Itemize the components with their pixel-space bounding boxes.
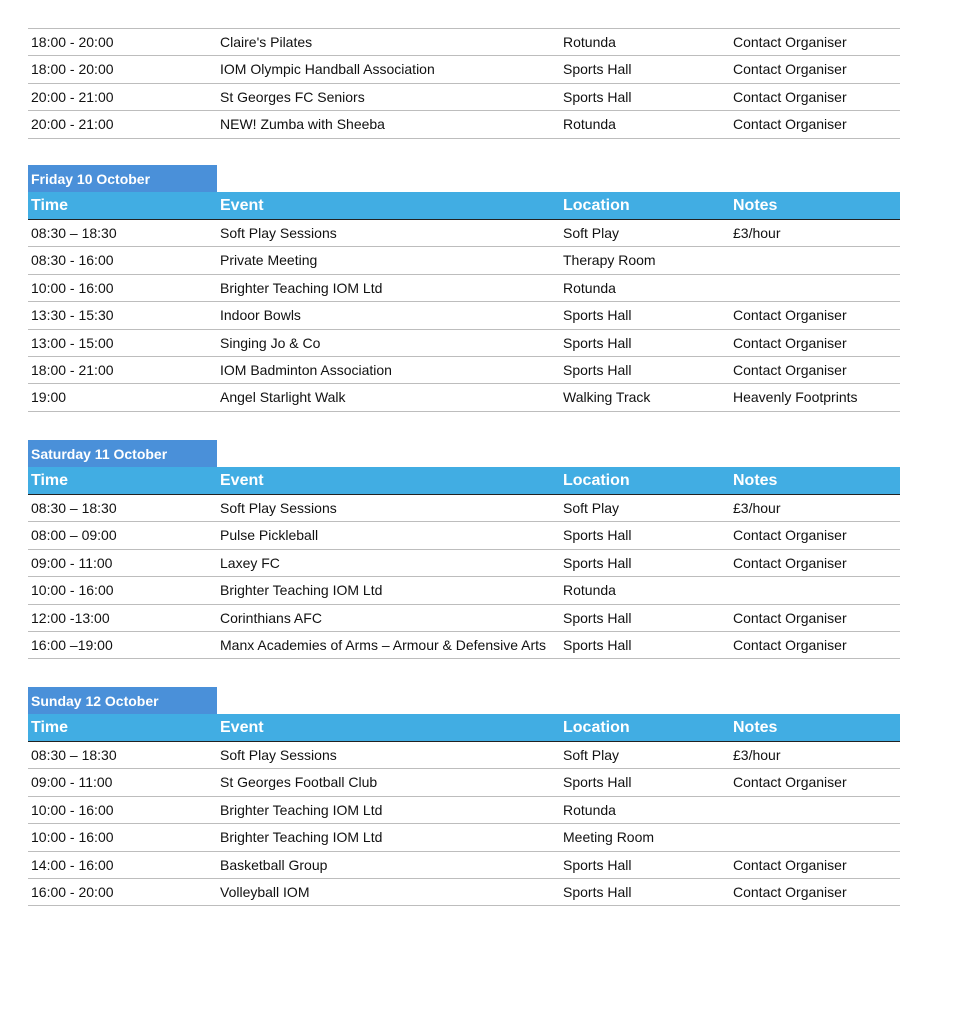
time-cell: 12:00 -13:00	[31, 609, 110, 626]
location-cell: Soft Play	[563, 500, 620, 516]
time-cell: 20:00 - 21:00	[31, 116, 114, 133]
notes-header: Notes	[733, 719, 778, 736]
location-cell: Soft Play	[563, 225, 620, 241]
notes-cell: Contact Organiser	[733, 307, 847, 324]
location-cell: Rotunda	[563, 34, 616, 50]
notes-cell: Contact Organiser	[733, 554, 847, 571]
notes-cell: Contact Organiser	[733, 774, 847, 791]
notes-cell: £3/hour	[733, 500, 781, 516]
time-cell: 18:00 - 20:00	[31, 61, 114, 78]
notes-cell: Contact Organiser	[733, 61, 847, 78]
event-cell: Volleyball IOM	[220, 883, 310, 900]
time-cell: 20:00 - 21:00	[31, 88, 114, 105]
notes-cell	[730, 824, 900, 850]
notes-cell: Contact Organiser	[733, 856, 847, 873]
event-cell: Angel Starlight Walk	[220, 389, 346, 406]
event-cell: Brighter Teaching IOM Ltd	[220, 829, 383, 846]
table-row	[28, 84, 900, 111]
location-cell: Sports Hall	[563, 527, 632, 544]
location-cell: Sports Hall	[563, 61, 632, 78]
table-row	[28, 577, 900, 604]
table-row	[28, 220, 900, 247]
table-row	[28, 357, 900, 384]
table-row	[28, 111, 900, 138]
notes-cell: Contact Organiser	[733, 883, 847, 900]
time-cell: 08:30 – 18:30	[31, 500, 117, 516]
location-cell: Sports Hall	[563, 609, 632, 626]
notes-cell: £3/hour	[733, 225, 781, 241]
location-cell: Sports Hall	[563, 88, 632, 105]
time-cell: 08:30 – 18:30	[31, 747, 117, 763]
notes-cell: Contact Organiser	[733, 88, 847, 105]
event-cell: IOM Badminton Association	[220, 361, 392, 378]
location-cell: Rotunda	[563, 582, 616, 599]
table-row	[28, 275, 900, 302]
event-cell: St Georges Football Club	[220, 774, 378, 791]
day-label: Saturday 11 October	[28, 440, 217, 467]
notes-cell: Contact Organiser	[733, 361, 847, 378]
notes-cell: Contact Organiser	[733, 116, 847, 133]
event-cell: Soft Play Sessions	[220, 500, 337, 516]
location-cell: Walking Track	[563, 389, 651, 406]
event-cell: Brighter Teaching IOM Ltd	[220, 279, 383, 296]
notes-cell: Contact Organiser	[733, 334, 847, 351]
table-row	[28, 522, 900, 549]
table-row	[28, 29, 900, 56]
notes-cell	[730, 247, 900, 273]
notes-cell: Contact Organiser	[733, 34, 847, 50]
event-cell: Soft Play Sessions	[220, 225, 337, 241]
location-cell: Soft Play	[563, 747, 620, 763]
table-row	[28, 495, 900, 522]
location-header: Location	[563, 197, 630, 214]
location-cell: Sports Hall	[563, 636, 632, 653]
table-row	[28, 56, 900, 83]
event-cell: Soft Play Sessions	[220, 747, 337, 763]
event-cell: Indoor Bowls	[220, 307, 301, 324]
location-cell: Sports Hall	[563, 774, 632, 791]
event-cell: Corinthians AFC	[220, 609, 322, 626]
time-cell: 08:30 – 18:30	[31, 225, 117, 241]
table-row	[28, 302, 900, 329]
location-cell: Sports Hall	[563, 554, 632, 571]
event-cell: Laxey FC	[220, 554, 280, 571]
table-header	[28, 467, 900, 495]
table-row	[28, 384, 900, 411]
location-cell: Sports Hall	[563, 334, 632, 351]
day-schedule-sunday	[28, 687, 900, 906]
table-row	[28, 742, 900, 769]
time-cell: 18:00 - 20:00	[31, 34, 114, 50]
notes-cell: £3/hour	[733, 747, 781, 763]
event-cell: Basketball Group	[220, 856, 328, 873]
table-row	[28, 879, 900, 906]
event-cell: Brighter Teaching IOM Ltd	[220, 582, 383, 599]
event-cell: Manx Academies of Arms – Armour & Defensive Arts	[220, 636, 547, 653]
time-header: Time	[31, 719, 69, 736]
notes-cell	[730, 577, 900, 603]
location-cell: Sports Hall	[563, 307, 632, 324]
time-cell: 10:00 - 16:00	[31, 801, 114, 818]
location-cell: Rotunda	[563, 801, 616, 818]
time-cell: 08:00 – 09:00	[31, 527, 117, 544]
location-cell: Sports Hall	[563, 361, 632, 378]
time-cell: 09:00 - 11:00	[31, 554, 113, 571]
location-cell: Sports Hall	[563, 856, 632, 873]
event-cell: Pulse Pickleball	[220, 527, 319, 544]
time-cell: 10:00 - 16:00	[31, 582, 114, 599]
table-row	[28, 769, 900, 796]
time-cell: 16:00 - 20:00	[31, 883, 114, 900]
time-header: Time	[31, 197, 69, 214]
table-row	[28, 605, 900, 632]
table-header	[28, 192, 900, 220]
time-cell: 18:00 - 21:00	[31, 361, 114, 378]
notes-cell: Contact Organiser	[733, 636, 847, 653]
notes-cell: Contact Organiser	[733, 609, 847, 626]
table-row	[28, 632, 900, 659]
location-cell: Sports Hall	[563, 883, 632, 900]
time-cell: 09:00 - 11:00	[31, 774, 113, 791]
event-cell: IOM Olympic Handball Association	[220, 61, 435, 78]
time-cell: 14:00 - 16:00	[31, 856, 114, 873]
notes-cell: Heavenly Footprints	[733, 389, 858, 406]
time-cell: 10:00 - 16:00	[31, 279, 114, 296]
location-cell: Rotunda	[563, 279, 616, 296]
time-cell: 19:00	[31, 389, 67, 406]
time-header: Time	[31, 472, 69, 489]
location-header: Location	[563, 472, 630, 489]
location-header: Location	[563, 719, 630, 736]
notes-header: Notes	[733, 472, 778, 489]
day-schedule-saturday	[28, 440, 900, 659]
notes-cell	[730, 275, 900, 301]
time-cell: 10:00 - 16:00	[31, 829, 114, 846]
table-row	[28, 852, 900, 879]
event-cell: NEW! Zumba with Sheeba	[220, 116, 385, 133]
time-cell: 13:30 - 15:30	[31, 307, 114, 324]
schedule-continuation	[28, 28, 900, 139]
notes-cell: Contact Organiser	[733, 527, 847, 544]
event-cell: Private Meeting	[220, 252, 318, 269]
table-row	[28, 550, 900, 577]
event-cell: Claire's Pilates	[220, 34, 313, 50]
notes-header: Notes	[733, 197, 778, 214]
event-cell: Brighter Teaching IOM Ltd	[220, 801, 383, 818]
event-header: Event	[220, 197, 264, 214]
time-cell: 16:00 –19:00	[31, 636, 113, 653]
table-header	[28, 714, 900, 742]
notes-cell	[730, 797, 900, 823]
day-schedule-friday	[28, 165, 900, 412]
event-header: Event	[220, 719, 264, 736]
event-header: Event	[220, 472, 264, 489]
event-cell: Singing Jo & Co	[220, 334, 321, 351]
table-row	[28, 797, 900, 824]
time-cell: 08:30 - 16:00	[31, 252, 114, 269]
table-row	[28, 330, 900, 357]
location-cell: Meeting Room	[563, 829, 655, 846]
time-cell: 13:00 - 15:00	[31, 334, 114, 351]
location-cell: Therapy Room	[563, 252, 656, 269]
location-cell: Rotunda	[563, 116, 616, 133]
event-cell: St Georges FC Seniors	[220, 88, 365, 105]
day-label: Sunday 12 October	[28, 687, 217, 714]
table-row	[28, 247, 900, 274]
day-label: Friday 10 October	[28, 165, 217, 192]
table-row	[28, 824, 900, 851]
